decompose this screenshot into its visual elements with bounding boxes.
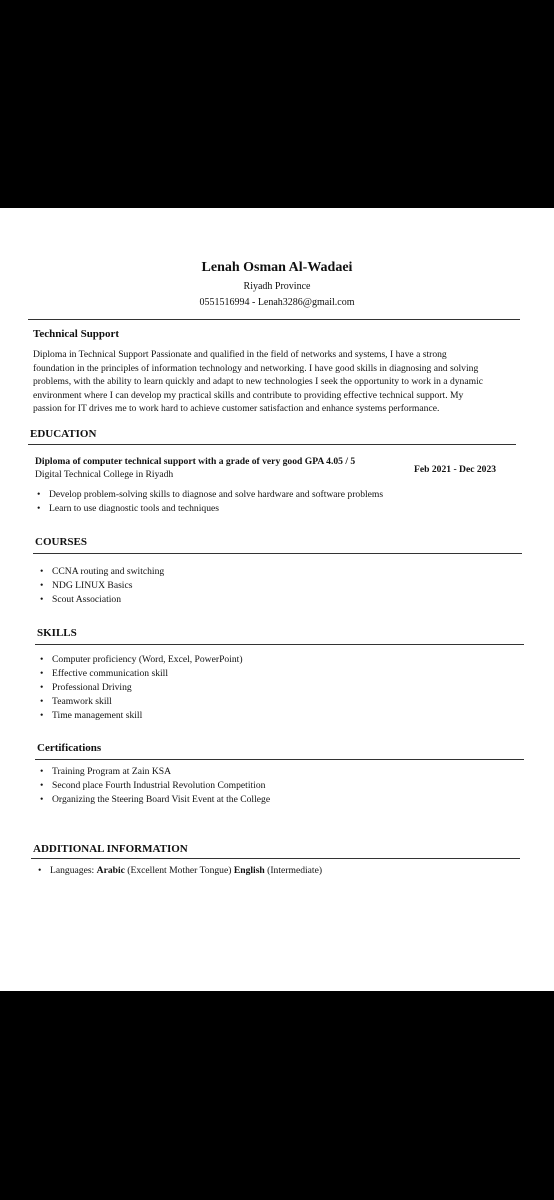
certifications-list <box>38 765 270 807</box>
list-item: • Professional Driving <box>38 681 243 695</box>
courses-heading: COURSES <box>35 536 87 548</box>
courses-list <box>38 565 164 607</box>
education-heading: EDUCATION <box>30 428 97 440</box>
list-item: • Organizing the Steering Board Visit Event at the College <box>38 793 270 807</box>
summary-text: Diploma in Technical Support Passionate and qualified in the field of networks and systems, I have a strong foundation in the principles of information technology and networking. I have good skills in diagnosing and solving problems, with the ability to learn quickly and adapt to new technologies I seek the opportunity to work in a dynamic environment where I can develop my practical skills and contribute to providing effective technical support. My passion for IT drives me to work hard to achieve customer satisfaction and enhance systems performance. <box>33 349 484 414</box>
education-bullets <box>35 488 383 516</box>
additional-info-heading: ADDITIONAL INFORMATION <box>33 843 188 855</box>
divider <box>28 444 516 445</box>
resume-page <box>0 208 554 991</box>
list-item: • Second place Fourth Industrial Revolution Competition <box>38 779 270 793</box>
institution: Digital Technical College in Riyadh <box>35 469 174 480</box>
summary-heading: Technical Support <box>33 328 120 340</box>
certifications-heading: Certifications <box>37 742 102 754</box>
divider <box>31 858 520 859</box>
list-item: • CCNA routing and switching <box>38 565 164 579</box>
skills-list <box>38 653 243 723</box>
resume-name: Lenah Osman Al-Wadaei <box>201 260 353 275</box>
list-item: • Effective communication skill <box>38 667 243 681</box>
education-dates: Feb 2021 - Dec 2023 <box>414 464 497 475</box>
contact-info: 0551516994 - Lenah3286@gmail.com <box>199 297 355 308</box>
list-item: • Scout Association <box>38 593 164 607</box>
list-item: • Develop problem-solving skills to diagnose and solve hardware and software problems <box>35 488 383 502</box>
list-item: • NDG LINUX Basics <box>38 579 164 593</box>
list-item: • Computer proficiency (Word, Excel, PowerPoint) <box>38 653 243 667</box>
divider <box>28 319 520 320</box>
divider <box>35 759 524 760</box>
list-item: • Time management skill <box>38 709 243 723</box>
divider <box>35 644 524 645</box>
languages-item: • Languages: Arabic (Excellent Mother Tongue) English (Intermediate) <box>36 864 322 878</box>
additional-info-list <box>36 864 322 878</box>
divider <box>33 553 522 554</box>
language-arabic: Arabic <box>96 865 125 876</box>
list-item: • Learn to use diagnostic tools and techniques <box>35 502 383 516</box>
list-item: • Teamwork skill <box>38 695 243 709</box>
language-english: English <box>233 865 265 876</box>
location: Riyadh Province <box>243 281 311 292</box>
degree-title: Diploma of computer technical support with a grade of very good GPA 4.05 / 5 <box>35 456 356 467</box>
skills-heading: SKILLS <box>37 627 77 639</box>
list-item: • Training Program at Zain KSA <box>38 765 270 779</box>
